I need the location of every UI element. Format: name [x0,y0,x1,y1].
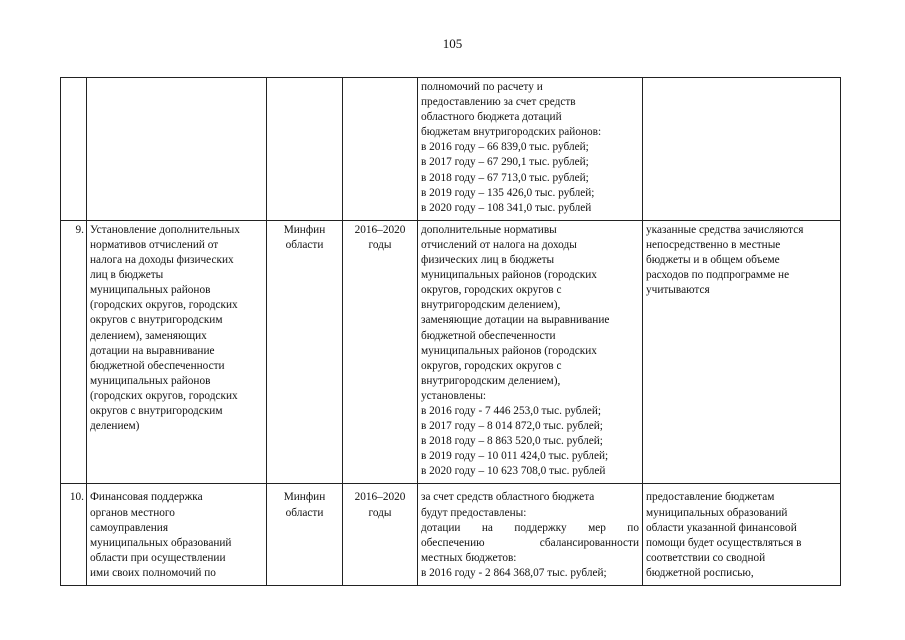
measure-content-line: в 2017 году – 8 014 872,0 тыс. рублей; [421,420,603,433]
measure-description-line: муниципальных районов [90,284,211,297]
measure-description-line: (городских округов, городских [90,299,238,312]
table-row [61,220,841,484]
period-line: 2016–2020 [354,223,406,236]
row-number: 10. [69,491,84,504]
measure-description-line: самоуправления [90,521,169,534]
measure-content-line: округов, городских округов с [421,284,562,297]
measure-note-line: бюджетной росписью, [646,566,754,579]
measure-description-line: нормативов отчислений от [90,238,219,251]
measure-description-line: делением), заменяющих [90,329,207,342]
measure-description-line: (городских округов, городских [90,389,238,402]
period-cell [343,220,418,484]
measure-description-line: налога на доходы физических [90,254,234,267]
measure-description-line: лиц в бюджеты [90,269,164,282]
row-number-cell [61,220,87,484]
table-row [61,78,841,221]
executor-line: области [285,506,324,519]
period-line: 2016–2020 [354,491,406,504]
measure-content-line: в 2020 году – 108 341,0 тыс. рублей [421,201,592,214]
measure-content-line: в 2018 году – 67 713,0 тыс. рублей; [421,171,589,184]
measure-note-line: указанные средства зачисляются [646,223,804,236]
measure-content-line: в 2020 году – 10 623 708,0 тыс. рублей [421,465,606,478]
measure-description-line: бюджетной обеспеченности [90,359,225,372]
measure-note-line: бюджеты и в общем объеме [646,254,780,267]
executor-line: Минфин [283,491,326,504]
measure-note-line: учитываются [646,284,710,297]
measure-note-cell [643,78,841,221]
measure-description-line: дотации на выравнивание [90,344,215,357]
measure-note-cell [643,220,841,484]
measure-description-line: делением) [90,420,140,433]
measure-description-line: Финансовая поддержка [90,491,203,504]
measure-content-line: в 2018 году – 8 863 520,0 тыс. рублей; [421,435,603,448]
measures-table [60,77,841,586]
measure-content-line: дотации на поддержку мер по [421,521,639,534]
measure-content-line: муниципальных районов (городских [421,269,597,282]
measure-content-line: в 2017 году – 67 290,1 тыс. рублей; [421,156,589,169]
period-cell [343,78,418,221]
measure-content-line: физических лиц в бюджеты [421,254,555,267]
row-number-cell [61,484,87,586]
measure-description-line: муниципальных образований [90,536,232,549]
measure-content-line: бюджетам внутригородских районов: [421,126,602,139]
executor-line: Минфин [283,223,326,236]
measure-description-cell [87,78,267,221]
executor-cell [267,220,343,484]
measure-note-line: непосредственно в местные [646,238,781,251]
measure-content-cell [418,78,643,221]
measure-note-cell [643,484,841,586]
measure-note-line: предоставление бюджетам [646,491,775,504]
executor-line: области [285,238,324,251]
measure-note-line: помощи будет осуществляться в [646,536,802,549]
measure-content-line: в 2016 году - 7 446 253,0 тыс. рублей; [421,404,602,417]
page-number: 105 [442,36,463,51]
measure-content-line: полномочий по расчету и [421,81,543,93]
measure-content-line: дополнительные нормативы [421,223,557,236]
measure-description-cell [87,220,267,484]
table-row [61,484,841,586]
measure-content-line: в 2016 году - 2 864 368,07 тыс. рублей; [421,566,607,579]
measure-content-cell [418,220,643,484]
measure-content-line: заменяющие дотации на выравнивание [421,314,610,327]
measure-note-line: муниципальных образований [646,506,788,519]
measure-note-line: соответствии со сводной [646,551,766,564]
measure-content-line: предоставлению за счет средств [421,96,576,109]
period-line: годы [368,238,392,251]
row-number: 9. [75,223,84,236]
measure-content-line: в 2019 году – 135 426,0 тыс. рублей; [421,186,595,199]
measure-content-line: областного бюджета дотаций [421,111,562,124]
measure-description-line: муниципальных районов [90,374,211,387]
measure-content-line: местных бюджетов: [421,551,517,564]
measure-description-line: области при осуществлении [90,551,226,564]
measure-content-line: в 2016 году – 66 839,0 тыс. рублей; [421,141,589,154]
measure-content-line: установлены: [421,389,487,402]
measure-description-line: Установление дополнительных [90,223,240,236]
measure-note-line: области указанной финансовой [646,521,797,534]
period-line: годы [368,506,392,519]
measure-content-line: будут предоставлены: [421,506,527,519]
measure-note-line: расходов по подпрограмме не [646,269,790,282]
measure-description-line: округов с внутригородским [90,314,223,327]
measure-content-line: в 2019 году – 10 011 424,0 тыс. рублей; [421,450,609,463]
measure-content-line: бюджетной обеспеченности [421,329,556,342]
measure-content-line: внутригородским делением), [421,374,561,387]
measure-content-line: за счет средств областного бюджета [421,491,595,504]
measure-content-line: отчислений от налога на доходы [421,238,577,251]
measure-content-line: муниципальных районов (городских [421,344,597,357]
period-cell [343,484,418,586]
executor-cell [267,484,343,586]
measure-content-line: округов, городских округов с [421,359,562,372]
measure-description-line: органов местного [90,506,175,519]
executor-cell [267,78,343,221]
measure-content-cell [418,484,643,586]
measure-description-cell [87,484,267,586]
measure-description-line: округов с внутригородским [90,404,223,417]
row-number-cell [61,78,87,221]
measure-description-line: ими своих полномочий по [90,566,216,579]
measure-content-line: обеспечению сбалансированности [421,536,639,549]
measure-content-line: внутригородским делением), [421,299,561,312]
